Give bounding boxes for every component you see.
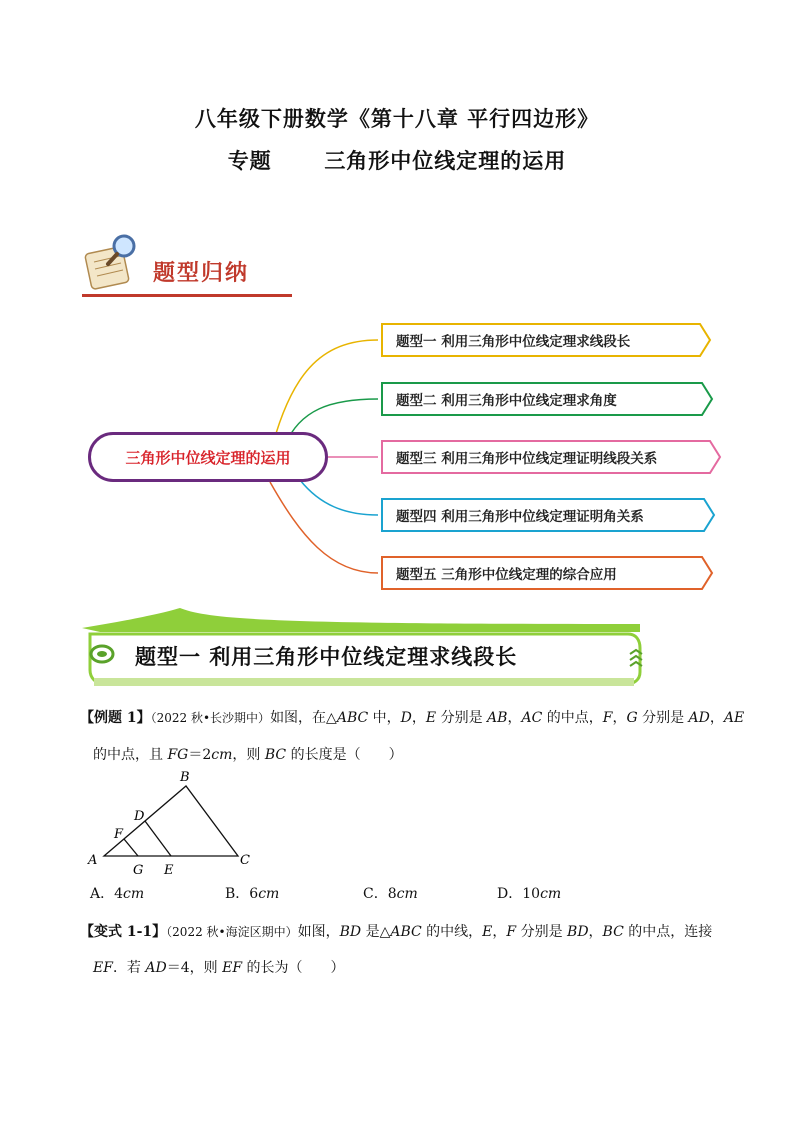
mindmap-branch-label: 题型一 利用三角形中位线定理求线段长: [396, 334, 631, 350]
mindmap-branch-5: [378, 555, 714, 591]
banner-label: 题型一 利用三角形中位线定理求线段长: [135, 645, 518, 669]
option-d[interactable]: D．10cm: [497, 886, 562, 902]
example-source: （2022 秋•长沙期中）: [150, 711, 271, 725]
mindmap-branch-label: 题型二 利用三角形中位线定理求角度: [396, 393, 617, 409]
mindmap-center-label: 三角形中位线定理的运用: [125, 448, 291, 467]
subtitle-prefix: 专题: [227, 148, 272, 173]
option-b[interactable]: B．6cm: [225, 886, 280, 902]
point-label-e: E: [164, 863, 174, 878]
variant1-line2: EF．若 AD＝4，则 EF 的长为（ ）: [93, 960, 345, 976]
option-a[interactable]: A．4cm: [90, 886, 145, 902]
subtitle-topic: 三角形中位线定理的运用: [324, 148, 567, 173]
vertex-label-c: C: [240, 853, 250, 868]
vertex-label-a: A: [88, 853, 98, 868]
mindmap-branch-label: 题型四 利用三角形中位线定理证明角关系: [396, 509, 644, 525]
option-c[interactable]: C．8cm: [363, 886, 418, 902]
triangle-figure: [86, 768, 256, 878]
mindmap-center-node: [88, 432, 328, 482]
mindmap-branch-2: [378, 381, 714, 417]
page-title: 八年级下册数学《第十八章 平行四边形》: [194, 106, 600, 131]
mindmap-branch-label: 题型三 利用三角形中位线定理证明线段关系: [396, 451, 658, 467]
variant-tag: 【变式 1-1】: [80, 924, 167, 940]
mindmap-branch-4: [378, 497, 716, 533]
point-label-f: F: [114, 827, 124, 842]
mindmap-branch-1: [378, 322, 712, 358]
point-label-g: G: [133, 863, 144, 878]
mindmap-branch-label: 题型五 三角形中位线定理的综合应用: [396, 567, 617, 583]
page-subtitle: [0, 145, 794, 175]
mindmap-branch-3: [378, 439, 722, 475]
example-tag: 【例题 1】: [80, 710, 151, 726]
point-label-d: D: [134, 809, 145, 824]
vertex-label-b: B: [180, 770, 190, 785]
variant1-line1: 【变式 1-1】（2022 秋•海淀区期中）如图，BD 是△ABC 的中线，E，F 分别是 BD，BC 的中点，连接: [80, 924, 713, 940]
section-badge-label: 题型归纳: [153, 261, 250, 286]
example1-line1: 【例题 1】（2022 秋•长沙期中）如图，在△ABC 中，D，E 分别是 AB，AC 的中点，F，G 分别是 AD，AE: [80, 710, 745, 726]
example1-line2: 的中点，且 FG＝2cm，则 BC 的长度是（ ）: [93, 747, 403, 763]
variant-source: （2022 秋•海淀区期中）: [166, 925, 298, 939]
